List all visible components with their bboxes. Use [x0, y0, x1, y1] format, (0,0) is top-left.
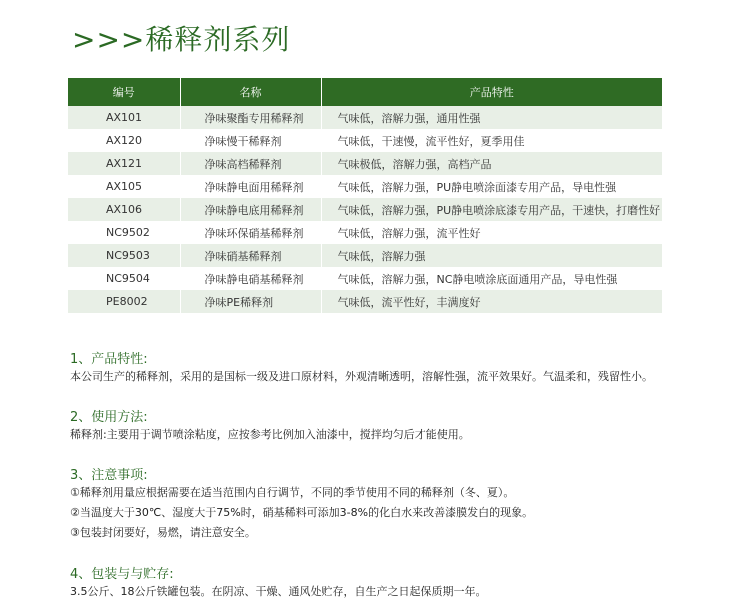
- cell-name: 净味静电硝基稀释剂: [180, 267, 321, 290]
- section-heading: 2、使用方法:: [70, 410, 148, 425]
- section-heading: 3、注意事项:: [70, 468, 148, 483]
- cell-feature: 气味低，溶解力强: [321, 244, 662, 267]
- cell-name: 净味慢干稀释剂: [180, 129, 321, 152]
- section-heading: 1、产品特性:: [70, 352, 148, 367]
- cell-name: 净味环保硝基稀释剂: [180, 221, 321, 244]
- section-usage: [70, 406, 740, 445]
- cell-feature: 气味低，流平性好，丰满度好: [321, 290, 662, 313]
- product-table: [68, 78, 662, 313]
- cell-name: 净味静电面用稀释剂: [180, 175, 321, 198]
- section-line: ③包装封闭要好，易燃，请注意安全。: [70, 526, 256, 539]
- table-row: [68, 290, 662, 313]
- header-name: 名称: [180, 78, 321, 106]
- table-row: [68, 244, 662, 267]
- cell-code: NC9504: [68, 267, 180, 290]
- cell-code: NC9502: [68, 221, 180, 244]
- cell-feature: 气味低，溶解力强，PU静电喷涂底漆专用产品，干速快，打磨性好: [321, 198, 662, 221]
- cell-name: 净味静电底用稀释剂: [180, 198, 321, 221]
- cell-feature: 气味低，溶解力强，通用性强: [321, 106, 662, 129]
- section-line: ②当温度大于30℃、湿度大于75%时，硝基稀料可添加3-8%的化白水来改善漆膜发白的现象。: [70, 506, 534, 519]
- section-line: 3.5公斤、18公斤铁罐包装。在阴凉、干燥、通风处贮存，自生产之日起保质期一年。: [70, 585, 487, 598]
- cell-code: AX106: [68, 198, 180, 221]
- cell-code: PE8002: [68, 290, 180, 313]
- cell-name: 净味PE稀释剂: [180, 290, 321, 313]
- section-heading: 4、包装与与贮存:: [70, 567, 174, 582]
- cell-code: AX120: [68, 129, 180, 152]
- cell-code: AX121: [68, 152, 180, 175]
- cell-feature: 气味低，溶解力强，流平性好: [321, 221, 662, 244]
- table-row: [68, 221, 662, 244]
- table-header-row: [68, 78, 662, 106]
- cell-feature: 气味低，干速慢，流平性好，夏季用佳: [321, 129, 662, 152]
- section-features: [70, 348, 740, 387]
- cell-name: 净味聚酯专用稀释剂: [180, 106, 321, 129]
- page-title: >>>稀释剂系列: [72, 23, 291, 56]
- cell-code: AX101: [68, 106, 180, 129]
- table-row: [68, 106, 662, 129]
- cell-name: 净味高档稀释剂: [180, 152, 321, 175]
- section-line: 本公司生产的稀释剂，采用的是国标一级及进口原材料，外观清晰透明，溶解性强，流平效果好。气温柔和，残留性小。: [70, 370, 653, 383]
- cell-feature: 气味极低，溶解力强，高档产品: [321, 152, 662, 175]
- cell-feature: 气味低，溶解力强，PU静电喷涂面漆专用产品，导电性强: [321, 175, 662, 198]
- cell-code: AX105: [68, 175, 180, 198]
- cell-code: NC9503: [68, 244, 180, 267]
- table-row: [68, 129, 662, 152]
- cell-name: 净味硝基稀释剂: [180, 244, 321, 267]
- header-code: 编号: [68, 78, 180, 106]
- table-row: [68, 198, 662, 221]
- section-notes: [70, 464, 740, 543]
- section-packaging: [70, 563, 740, 602]
- header-feature: 产品特性: [321, 78, 662, 106]
- section-line: 稀释剂:主要用于调节喷涂粘度，应按参考比例加入油漆中，搅拌均匀后才能使用。: [70, 428, 470, 441]
- table-row: [68, 175, 662, 198]
- cell-feature: 气味低，溶解力强，NC静电喷涂底面通用产品，导电性强: [321, 267, 662, 290]
- table-row: [68, 267, 662, 290]
- section-line: ①稀释剂用量应根据需要在适当范围内自行调节，不同的季节使用不同的稀释剂（冬、夏）。: [70, 486, 515, 499]
- table-row: [68, 152, 662, 175]
